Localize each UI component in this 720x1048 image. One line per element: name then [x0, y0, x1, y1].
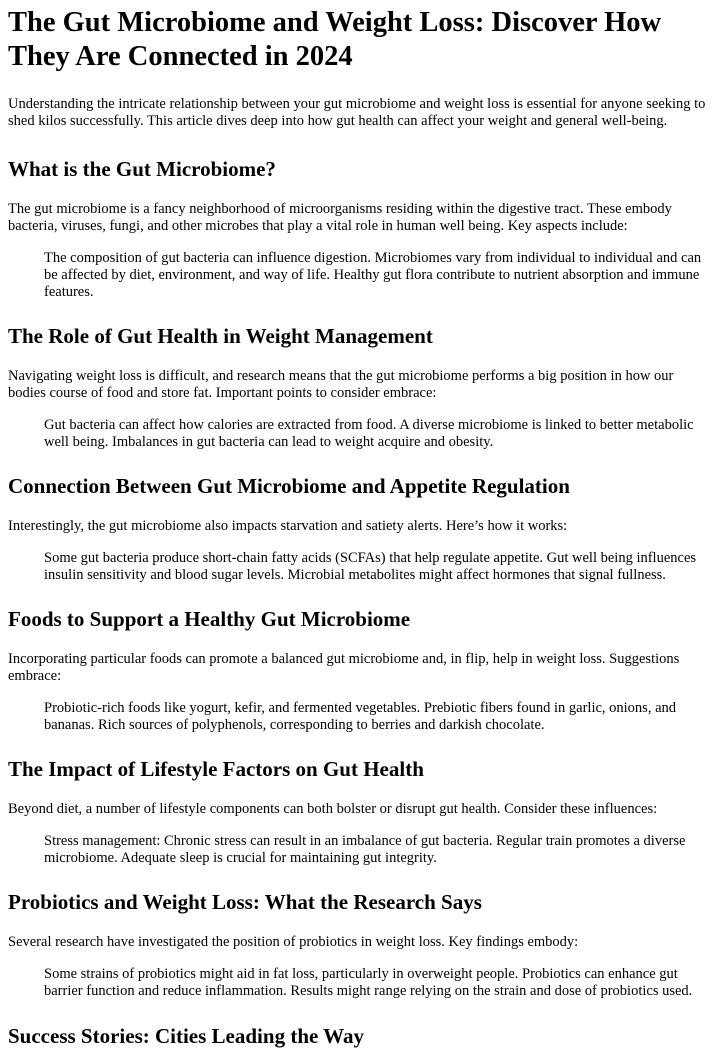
section-heading: Probiotics and Weight Loss: What the Research Says: [8, 890, 482, 914]
section-success-stories: [8, 1024, 712, 1048]
section-gut-microbiome: [8, 157, 712, 301]
section-blockquote: Gut bacteria can affect how calories are extracted from food. A diverse microbiome is linked to better metabolic well being. Imbalances in gut bacteria can lead to weight acquire and obesity.: [44, 417, 694, 450]
section-heading: What is the Gut Microbiome?: [8, 157, 276, 181]
section-blockquote: Stress management: Chronic stress can result in an imbalance of gut bacteria. Regular train promotes a diverse microbiome. Adequate sleep is crucial for maintaining gut integrity.: [44, 833, 686, 866]
section-heading: The Role of Gut Health in Weight Management: [8, 324, 433, 348]
section-appetite-regulation: [8, 474, 712, 584]
section-heading: Success Stories: Cities Leading the Way: [8, 1024, 365, 1048]
section-blockquote: Probiotic-rich foods like yogurt, kefir, and fermented vegetables. Prebiotic fibers found in garlic, onions, and bananas. Rich sources of polyphenols, corresponding to berries and darkish chocolate.: [44, 700, 677, 733]
section-lifestyle: [8, 757, 712, 867]
section-gut-health-weight: [8, 324, 712, 451]
article-title: The Gut Microbiome and Weight Loss: Discover How They Are Connected in 2024: [8, 7, 662, 72]
section-paragraph: Navigating weight loss is difficult, and research means that the gut microbiome performs a big position in how our bodies course of food and store fat. Important points to consider embrace:: [8, 368, 674, 401]
section-paragraph: The gut microbiome is a fancy neighborhood of microorganisms residing within the digestive tract. These embody bacteria, viruses, fungi, and other microbes that play a vital role in human well being. Key aspects include:: [8, 201, 672, 234]
section-blockquote: Some strains of probiotics might aid in fat loss, particularly in overweight people. Probiotics can enhance gut barrier function and reduce inflammation. Results might range relying on the strain and dose of probiotics used.: [44, 966, 693, 999]
section-heading: Foods to Support a Healthy Gut Microbiome: [8, 607, 411, 631]
section-probiotics: [8, 890, 712, 1000]
section-paragraph: Several research have investigated the position of probiotics in weight loss. Key findings embody:: [8, 934, 579, 950]
section-blockquote: Some gut bacteria produce short-chain fatty acids (SCFAs) that help regulate appetite. Gut well being influences insulin sensitivity and blood sugar levels. Microbial metabolites might affect hormones that signal fullness.: [44, 550, 697, 583]
section-foods: [8, 607, 712, 734]
article-intro: Understanding the intricate relationship between your gut microbiome and weight loss is essential for anyone seeking to shed kilos successfully. This article dives deep into how gut health can affect your weight and general well-being.: [8, 96, 706, 129]
section-paragraph: Beyond diet, a number of lifestyle components can both bolster or disrupt gut health. Consider these influences:: [8, 801, 658, 817]
section-blockquote: The composition of gut bacteria can influence digestion. Microbiomes vary from individual to individual and can be affected by diet, environment, and way of life. Healthy gut flora contribute to nutrient absorption and immune features.: [44, 250, 702, 300]
section-heading: The Impact of Lifestyle Factors on Gut Health: [8, 757, 424, 781]
section-paragraph: Incorporating particular foods can promote a balanced gut microbiome and, in flip, help in weight loss. Suggestions embrace:: [8, 651, 680, 684]
section-paragraph: Interestingly, the gut microbiome also impacts starvation and satiety alerts. Here’s how it works:: [8, 518, 568, 534]
section-heading: Connection Between Gut Microbiome and Appetite Regulation: [8, 474, 570, 498]
